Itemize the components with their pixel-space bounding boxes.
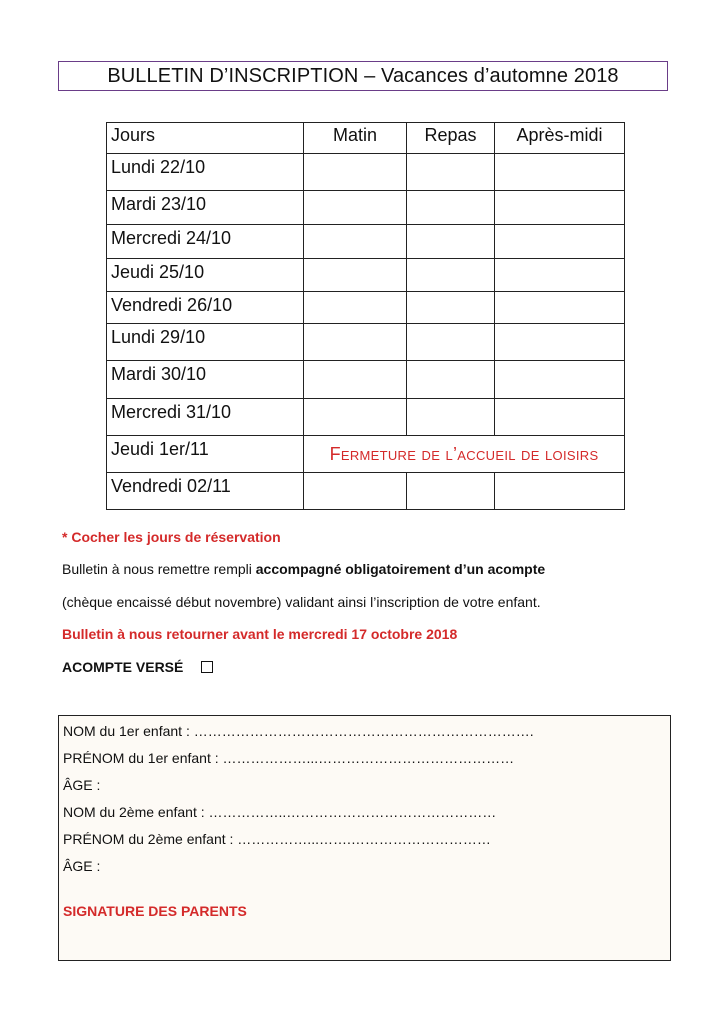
matin-cell[interactable] — [304, 473, 407, 510]
return-instruction — [62, 561, 545, 577]
day-cell: Mardi 23/10 — [107, 191, 304, 225]
table-header-row — [107, 123, 625, 154]
return-instruction-text: Bulletin à nous remettre rempli — [62, 561, 256, 577]
repas-cell[interactable] — [407, 473, 495, 510]
deposit-label: ACOMPTE VERSÉ — [62, 659, 184, 675]
apres-midi-cell[interactable] — [495, 259, 625, 292]
repas-cell[interactable] — [407, 361, 495, 399]
schedule-table — [106, 122, 625, 510]
repas-cell[interactable] — [407, 399, 495, 436]
table-row — [107, 399, 625, 436]
matin-cell[interactable] — [304, 292, 407, 324]
day-cell: Jeudi 25/10 — [107, 259, 304, 292]
table-row — [107, 361, 625, 399]
deposit-row — [62, 659, 213, 675]
repas-cell[interactable] — [407, 225, 495, 259]
table-row — [107, 473, 625, 510]
deposit-checkbox[interactable] — [201, 661, 213, 673]
table-row — [107, 436, 625, 473]
repas-cell[interactable] — [407, 324, 495, 361]
prenom-1-field[interactable]: PRÉNOM du 1er enfant : ………………...…………………………………… — [63, 750, 515, 766]
matin-cell[interactable] — [304, 399, 407, 436]
apres-midi-cell[interactable] — [495, 399, 625, 436]
day-cell: Vendredi 26/10 — [107, 292, 304, 324]
repas-cell[interactable] — [407, 259, 495, 292]
cheque-note: (chèque encaissé début novembre) validant ainsi l’inscription de votre enfant. — [62, 594, 541, 610]
table-row — [107, 292, 625, 324]
repas-cell[interactable] — [407, 191, 495, 225]
day-cell: Mercredi 31/10 — [107, 399, 304, 436]
apres-midi-cell[interactable] — [495, 154, 625, 191]
prenom-2-field[interactable]: PRÉNOM du 2ème enfant : ……………...…….………………………… — [63, 831, 491, 847]
return-instruction-bold: accompagné obligatoirement d’un acompte — [255, 561, 546, 577]
header-repas: Repas — [407, 123, 495, 154]
header-matin: Matin — [304, 123, 407, 154]
repas-cell[interactable] — [407, 292, 495, 324]
apres-midi-cell[interactable] — [495, 324, 625, 361]
matin-cell[interactable] — [304, 361, 407, 399]
deadline-note: Bulletin à nous retourner avant le mercredi 17 octobre 2018 — [62, 626, 458, 642]
matin-cell[interactable] — [304, 259, 407, 292]
closure-note: Fermeture de l’accueil de loisirs — [304, 436, 625, 473]
child-info-box — [58, 715, 671, 961]
day-cell: Lundi 22/10 — [107, 154, 304, 191]
header-jours: Jours — [107, 123, 304, 154]
day-cell: Lundi 29/10 — [107, 324, 304, 361]
nom-1-field[interactable]: NOM du 1er enfant : ………………………………………………………………. — [63, 723, 534, 739]
day-cell: Mercredi 24/10 — [107, 225, 304, 259]
nom-2-field[interactable]: NOM du 2ème enfant : ……………..……………………………………… — [63, 804, 497, 820]
table-row — [107, 191, 625, 225]
table-row — [107, 324, 625, 361]
matin-cell[interactable] — [304, 191, 407, 225]
apres-midi-cell[interactable] — [495, 473, 625, 510]
check-days-note: * Cocher les jours de réservation — [62, 529, 281, 545]
repas-cell[interactable] — [407, 154, 495, 191]
apres-midi-cell[interactable] — [495, 292, 625, 324]
header-apres-midi: Après-midi — [495, 123, 625, 154]
table-row — [107, 225, 625, 259]
matin-cell[interactable] — [304, 225, 407, 259]
matin-cell[interactable] — [304, 324, 407, 361]
signature-label: SIGNATURE DES PARENTS — [63, 903, 247, 919]
table-row — [107, 259, 625, 292]
day-cell: Mardi 30/10 — [107, 361, 304, 399]
apres-midi-cell[interactable] — [495, 361, 625, 399]
page-title: BULLETIN D’INSCRIPTION – Vacances d’automne 2018 — [58, 61, 668, 91]
table-row — [107, 154, 625, 191]
apres-midi-cell[interactable] — [495, 191, 625, 225]
age-2-field[interactable]: ÂGE : — [63, 858, 101, 874]
day-cell: Jeudi 1er/11 — [107, 436, 304, 473]
day-cell: Vendredi 02/11 — [107, 473, 304, 510]
age-1-field[interactable]: ÂGE : — [63, 777, 101, 793]
matin-cell[interactable] — [304, 154, 407, 191]
apres-midi-cell[interactable] — [495, 225, 625, 259]
